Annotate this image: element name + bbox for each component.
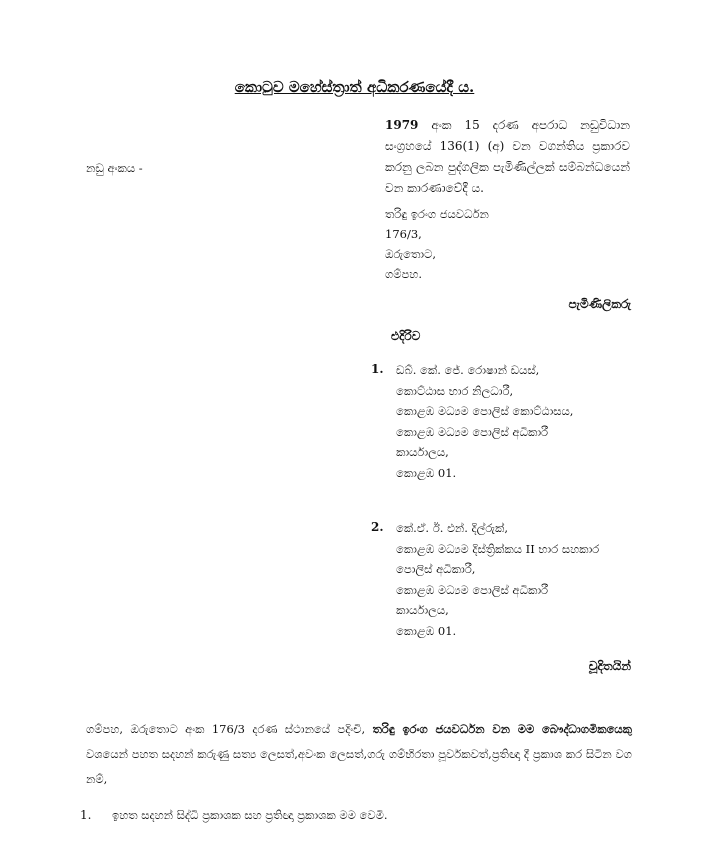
versus-label: එදිරිව [391,329,421,343]
affidavit-text: වශයෙන් පහත සදහන් කරුණු සත්‍ය ලෙසත්,අවංක ලෙසත්,ගරු ගම්භිරතා පූර්වකවත්,ප්‍රතිඥා දී ප්‍රකාශ කර සිටින වග නම්, [86,747,632,786]
point-text: ඉහත සදහන් සිද්ධි ප්‍රකාශක සහ ප්‍රතිඥා ප්‍රකාශක මම වෙමි. [112,808,388,822]
respondent-address-line: කොළඹ මධ්‍යම දිස්ත්‍රික්කය II භාර සහකාර [396,541,600,556]
affidavit-text: ගම්පහ, ඔරුතොට අංක 176/3 දරණ ස්ථානයේ පදිංචි, [86,722,373,736]
respondents-role: චූදිතයින් [588,659,631,673]
respondent-address-line: කාර්යාලය, [396,445,449,459]
respondent-name: කේ.ඒ. ඊ. එන්. දිල්රුක්, [396,521,509,535]
point-number: 1. [80,808,92,822]
respondent-address-line: කොට්ඨාස භාර නිලධාරී, [396,383,514,398]
respondent-address-line: කොළඹ මධ්‍යම පොලිස් කොට්ඨාසය, [396,404,574,418]
complainant-role: පැමිණිලිකරු [568,297,631,311]
complainant-address-line: ගම්පහ. [385,267,422,281]
complainant-name: තරිඳු ඉරංග ජයවර්ධන [385,207,489,221]
complainant-address [385,204,489,284]
respondent-address-line: පොලිස් අධිකාරී, [396,562,476,576]
case-number-label: නඩු අංකය - [86,161,143,175]
affiant-name: තරිඳු ඉරංග ජයවර්ධන වන මම බෞද්ධාගමිකයෙකු [372,722,633,736]
respondent-address [396,360,641,483]
respondent-address-line: කාර්යාලය, [396,603,449,617]
complainant-address-line: ඔරුතොට, [385,247,437,261]
act-year: 1979 [385,118,419,132]
case-intro [385,115,630,199]
respondent-address-line: කොළඹ මධ්‍යම පොලිස් අධිකාරී [396,582,549,597]
respondent-name: ඩබ්. කේ. ජේ. රොෂාන් ඩයස්, [396,363,540,377]
respondent-address-line: කොළඹ මධ්‍යම පොලිස් අධිකාරී [396,424,549,439]
affidavit-paragraph [86,717,632,792]
case-intro-text: අංක 15 දරණ අපරාධ නඩුවිධාන සංග්‍රහයේ 136(1) (අ) වන වගන්තිය ප්‍රකාරව කරනු ලබන පුද්ගලික පැමිණිල්ලක් සම්බන්ධයෙන් වන කාරණාවේදී ය. [385,118,630,195]
document-title: කොටුව මහේස්ත්‍රාත් අධිකරණයේදී ය. [234,78,475,96]
respondent-address-line: කොළඹ 01. [396,465,457,480]
respondent-number: 1. [371,362,384,376]
respondent-address [396,518,641,641]
respondent-address-line: කොළඹ 01. [396,623,457,638]
complainant-address-line: 176/3, [385,227,422,241]
respondent-number: 2. [371,520,384,534]
